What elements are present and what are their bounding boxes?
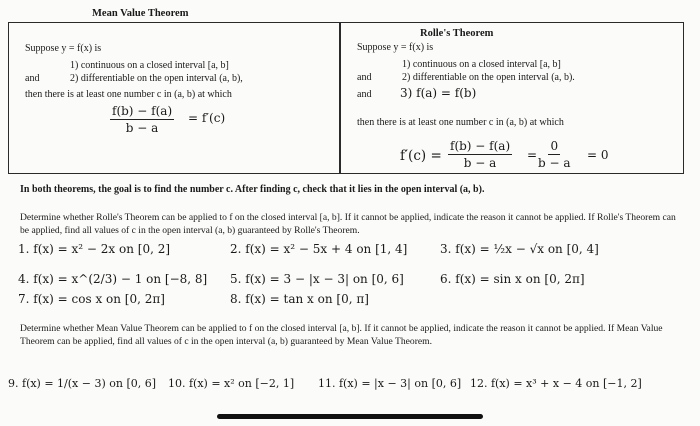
rolle-and-1: and (357, 72, 372, 83)
problem-8: 8. f(x) = tan x on [0, π] (230, 292, 369, 306)
rolle-condition-2: 2) differentiable on the open interval (a, b). (402, 72, 575, 83)
rolle-fraction-1 (448, 139, 512, 170)
rolle-instructions: Determine whether Rolle's Theorem can be applied to f on the closed interval [a, b]. If it cannot be applied, indicate the reason it cannot be applied. If Rolle's Theorem can be applied, find all values of c in the open interval (a, b) guaranteed by Rolle's Theorem. (20, 212, 676, 236)
rolle-fraction-2 (538, 139, 571, 170)
rolle-fraction-1-numerator: f(b) − f(a) (450, 139, 511, 153)
mvt-condition-2: 2) differentiable on the open interval (a, b), (70, 73, 243, 84)
mvt-fraction (110, 104, 174, 135)
rolle-equals: = (527, 148, 538, 162)
rolle-then: then there is at least one number c in (a, b) at which (357, 117, 564, 128)
problem-12: 12. f(x) = x³ + x − 4 on [−1, 2] (470, 377, 642, 390)
rolle-rhs: = 0 (587, 148, 609, 162)
problem-7: 7. f(x) = cos x on [0, 2π] (18, 292, 165, 306)
problem-5: 5. f(x) = 3 − |x − 3| on [0, 6] (230, 272, 404, 286)
problem-2: 2. f(x) = x² − 5x + 4 on [1, 4] (230, 242, 408, 256)
rolle-condition-1: 1) continuous on a closed interval [a, b] (402, 59, 561, 70)
rolle-fraction-1-denominator: b − a (463, 156, 497, 170)
problem-11: 11. f(x) = |x − 3| on [0, 6] (318, 377, 462, 390)
rolle-title: Rolle's Theorem (420, 28, 494, 39)
problem-3: 3. f(x) = ½x − √x on [0, 4] (440, 242, 599, 256)
mvt-fraction-numerator: f(b) − f(a) (112, 104, 173, 118)
rolle-condition-3: 3) f(a) = f(b) (400, 86, 477, 100)
mvt-and: and (25, 73, 40, 84)
mvt-title: Mean Value Theorem (92, 8, 189, 19)
home-indicator[interactable] (217, 414, 483, 419)
rolle-and-2: and (357, 89, 372, 100)
rolle-fraction-2-numerator: 0 (550, 139, 559, 153)
goal-text: In both theorems, the goal is to find the number c. After finding c, check that it lies in the open interval (a, b). (20, 184, 485, 195)
mvt-instructions: Determine whether Mean Value Theorem can be applied to f on the closed interval [a, b]. If it cannot be applied, indicate the reason it cannot be applied. If Mean Value Theorem can be applied, find all values of c in the open interval (a, b) guaranteed by Mean Value Theorem. (20, 323, 663, 347)
problem-4: 4. f(x) = x^(2/3) − 1 on [−8, 8] (18, 272, 208, 286)
rolle-fraction-2-denominator: b − a (538, 156, 571, 170)
rolle-lhs: f′(c) = (400, 148, 442, 164)
mvt-then: then there is at least one number c in (a, b) at which (25, 89, 232, 100)
problem-9: 9. f(x) = 1/(x − 3) on [0, 6] (8, 377, 157, 390)
mvt-condition-1: 1) continuous on a closed interval [a, b] (70, 60, 229, 71)
problem-10: 10. f(x) = x² on [−2, 1] (168, 377, 295, 390)
problem-1: 1. f(x) = x² − 2x on [0, 2] (18, 242, 171, 256)
mvt-suppose: Suppose y = f(x) is (25, 43, 102, 54)
rolle-suppose: Suppose y = f(x) is (357, 42, 434, 53)
problem-6: 6. f(x) = sin x on [0, 2π] (440, 272, 585, 286)
mvt-fraction-denominator: b − a (125, 121, 159, 135)
mvt-rhs: = f′(c) (188, 111, 226, 125)
